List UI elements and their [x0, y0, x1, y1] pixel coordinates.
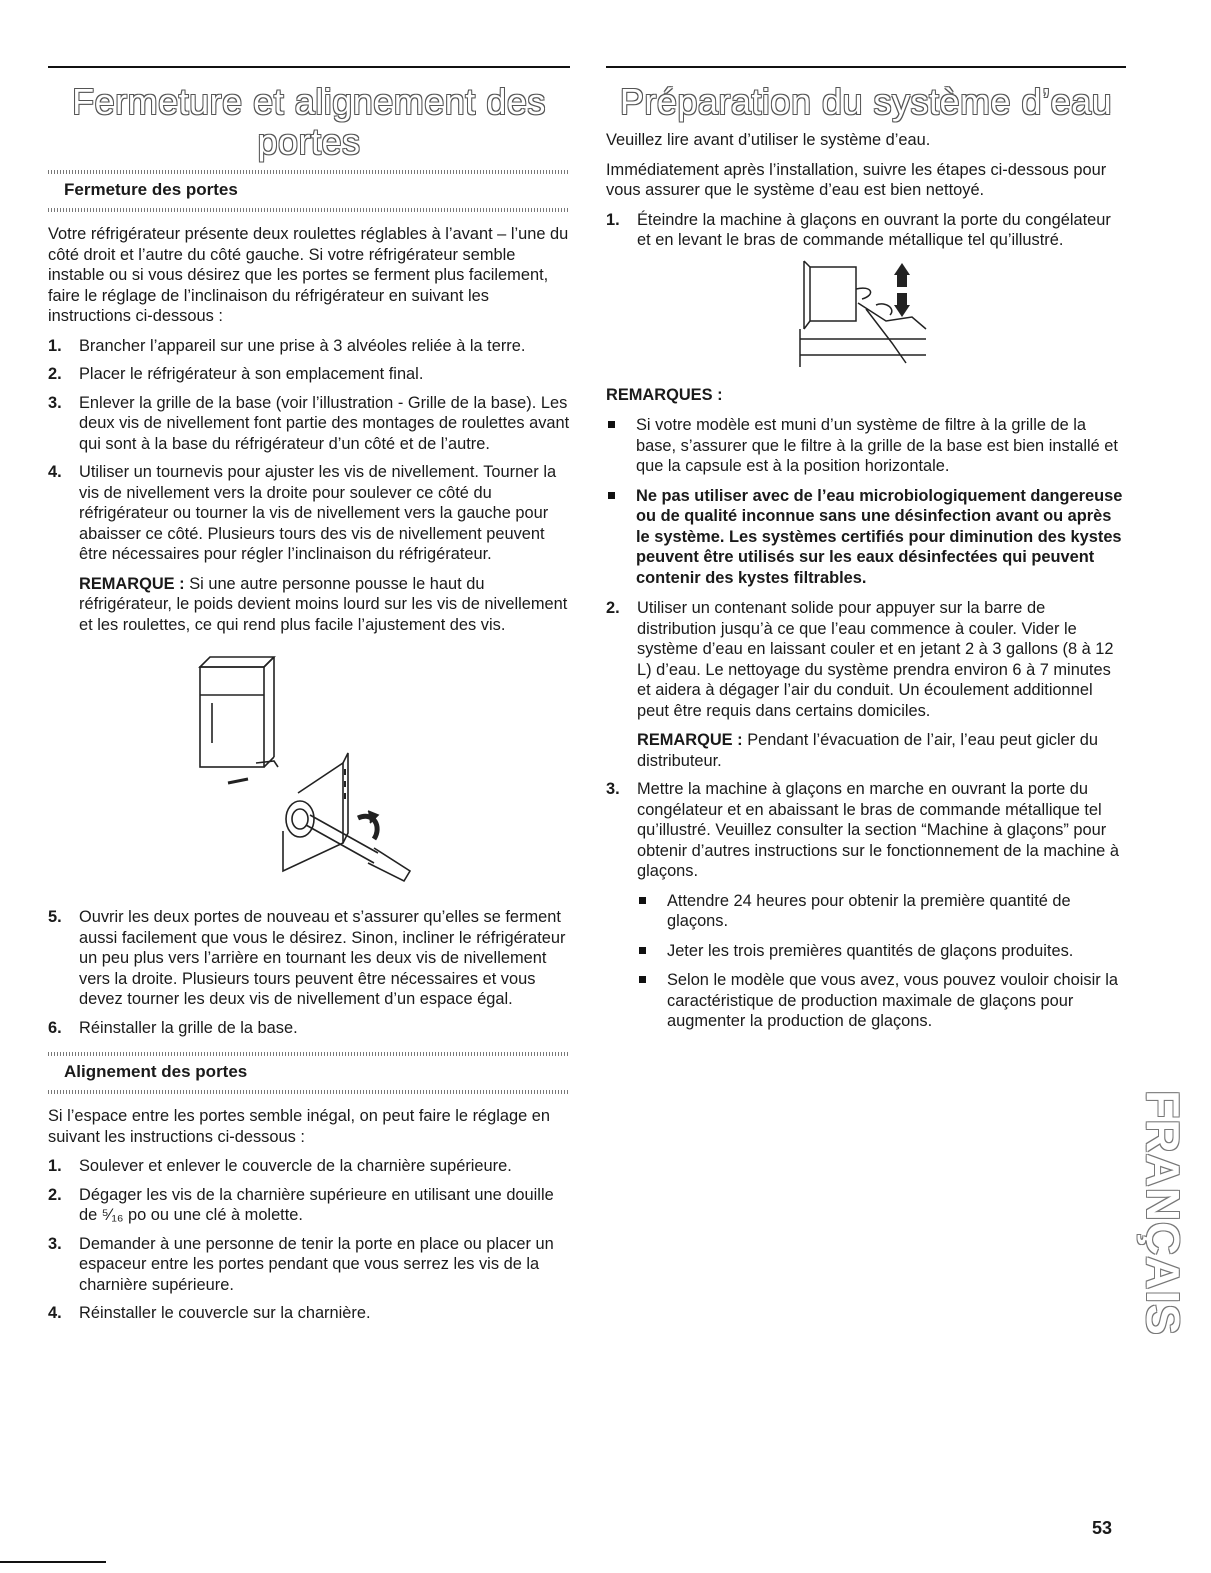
list-item: [48, 1185, 570, 1226]
closing-steps-continued: [48, 907, 570, 1038]
step-text: Brancher l’appareil sur une prise à 3 alvéoles reliée à la terre.: [79, 336, 526, 355]
list-item: [48, 1303, 570, 1324]
step-number: 3.: [48, 393, 62, 412]
bullet-icon: [639, 976, 646, 983]
language-label-text: FRANÇAIS: [1137, 1089, 1189, 1336]
step-number: 6.: [48, 1018, 62, 1037]
list-item: [48, 336, 570, 357]
step-number: 2.: [48, 1185, 62, 1204]
section-title-doors: Fermeture et alignement des portes: [72, 81, 546, 162]
language-side-label: [1133, 1080, 1193, 1345]
note-label: REMARQUE :: [79, 574, 185, 593]
step-number: 4.: [48, 1304, 62, 1322]
step-number: 4.: [48, 463, 62, 481]
bullet-icon: [639, 947, 646, 954]
closing-intro: Votre réfrigérateur présente deux roulettes réglables à l’avant – l’une du côté droit et l’autre du côté gauche. Si votre réfrigérateur semble instable ou si vous désirez que les portes se ferment plus facilement, faire le réglage de l’inclinaison du réfrigérateur en suivant les instructions ci-dessous :: [48, 225, 569, 325]
bullet-text: Jeter les trois premières quantités de glaçons produites.: [667, 941, 1074, 960]
step-number: 2.: [48, 365, 62, 383]
list-item: [48, 462, 570, 635]
subsection-title-closing: Fermeture des portes: [64, 180, 238, 199]
subsection-title-alignment: Alignement des portes: [64, 1062, 248, 1081]
notes-heading: REMARQUES :: [606, 385, 723, 404]
note-label: REMARQUE :: [637, 731, 743, 749]
hatch-divider: [48, 208, 570, 212]
step-number: 1.: [48, 336, 62, 355]
water-steps-continued: [606, 598, 1126, 1032]
bullet-text: Attendre 24 heures pour obtenir la première quantité de glaçons.: [667, 891, 1071, 930]
list-item: [48, 393, 570, 455]
right-column: [606, 66, 1126, 1042]
step-text: Éteindre la machine à glaçons en ouvrant la porte du congélateur et en levant le bras de commande métallique tel qu’illustré.: [637, 210, 1111, 249]
water-intro-1: Veuillez lire avant d’utiliser le système d’eau.: [606, 131, 931, 149]
list-item: [606, 486, 1126, 589]
list-item: [637, 970, 1126, 1032]
step-text: Réinstaller le couvercle sur la charnière.: [79, 1304, 371, 1322]
list-item: [606, 598, 1126, 771]
step-number: 3.: [48, 1234, 62, 1253]
step-text: Ouvrir les deux portes de nouveau et s’assurer qu’elles se ferment aussi facilement que vous le désirez. Sinon, incliner le réfrigérateur un peu plus vers l’arrière en tournant les deux vis de nivellement vers la droite. Plusieurs tours peuvent être nécessaires et vous devez tourner les deux vis de nivellement d’un espace égal.: [79, 908, 566, 1008]
step-text: Enlever la grille de la base (voir l’illustration - Grille de la base). Les deux vis de nivellement font partie des montages de roulettes avant qui sont à la base du réfrigérateur d’un côté et de l’autre.: [79, 393, 570, 453]
step-number: 2.: [606, 599, 620, 617]
step-number: 5.: [48, 908, 62, 926]
closing-note: [79, 574, 570, 636]
step-text: Utiliser un contenant solide pour appuyer sur la barre de distribution jusqu’à ce que l’eau commence à couler. Vider le système d’eau en laissant couler et en jetant 2 à 3 gallons (8 à 12 L) d’eau. Le nettoyage du système prendra environ 6 à 7 minutes et aidera à dégager l’air du conduit. Un écoulement additionnel peut être requis dans certains domiciles.: [637, 599, 1114, 720]
step-text: Mettre la machine à glaçons en marche en ouvrant la porte du congélateur et en abaissant le bras de commande métallique tel qu’illustré. Veuillez consulter la section “Machine à glaçons” pour obtenir d’autres instructions sur le fonctionnement de la machine à glaçons.: [637, 780, 1119, 880]
step-text: Utiliser un tournevis pour ajuster les vis de nivellement. Tourner la vis de nivellement vers la droite pour soulever ce côté du réfrigérateur ou tourner la vis de nivellement vers la gauche pour abaisser ce côté. Plusieurs tours des vis de nivellement peuvent être nécessaires pour régler l’inclinaison du réfrigérateur.: [79, 463, 557, 563]
page-number: 53: [1092, 1518, 1113, 1538]
note-text: Si une autre personne pousse le haut du réfrigérateur, le poids devient moins lourd sur les vis de nivellement et les roulettes, ce qui rend plus facile l’ajustement des vis.: [79, 574, 568, 634]
alignment-steps: [48, 1156, 570, 1324]
note-text: Pendant l’évacuation de l’air, l’eau peut gicler du distributeur.: [637, 731, 1099, 770]
bottom-rule: [0, 1561, 106, 1563]
bullet-text: Selon le modèle que vous avez, vous pouvez vouloir choisir la caractéristique de production maximale de glaçons pour augmenter la production de glaçons.: [667, 971, 1118, 1030]
left-column: [48, 66, 570, 1332]
top-rule-left: [48, 66, 570, 68]
list-item: [606, 210, 1126, 251]
ice-maker-arm-illustration: [796, 259, 936, 371]
list-item: [606, 415, 1126, 477]
bullet-icon: [639, 897, 646, 904]
top-rule-right: [606, 66, 1126, 68]
step-text: Dégager les vis de la charnière supérieure en utilisant une douille de ⁵⁄₁₆ po ou une clé à molette.: [79, 1185, 554, 1224]
step-text: Demander à une personne de tenir la porte en place ou placer un espaceur entre les portes pendant que vous serrez les vis de la charnière supérieure.: [79, 1234, 554, 1294]
step-number: 1.: [48, 1157, 62, 1175]
alignment-intro: Si l’espace entre les portes semble inégal, on peut faire le réglage en suivant les instructions ci-dessous :: [48, 1107, 551, 1146]
note-text-warning: Ne pas utiliser avec de l’eau microbiologiquement dangereuse ou de qualité inconnue sans une désinfection avant ou après le système. Les systèmes certifiés pour diminution des kystes peuvent être utilisés sur les eaux désinfectées qui peuvent contenir des kystes filtrables.: [636, 486, 1123, 587]
hatch-divider: [48, 1090, 570, 1094]
step-text: Placer le réfrigérateur à son emplacement final.: [79, 365, 424, 383]
step-text: Soulever et enlever le couvercle de la charnière supérieure.: [79, 1157, 512, 1175]
closing-steps: [48, 336, 570, 636]
list-item: [48, 1018, 570, 1039]
list-item: [48, 907, 570, 1010]
list-item: [606, 779, 1126, 1032]
bullet-icon: [608, 492, 615, 499]
step-number: 1.: [606, 210, 620, 229]
flush-note: [637, 730, 1126, 771]
section-title-water: Préparation du système d’eau: [619, 81, 1113, 122]
water-steps: [606, 210, 1126, 251]
list-item: [637, 891, 1126, 932]
notes-list: [606, 415, 1126, 588]
list-item: [48, 1234, 570, 1296]
water-intro-2: Immédiatement après l’installation, suivre les étapes ci-dessous pour vous assurer que le système d’eau est bien nettoyé.: [606, 160, 1107, 199]
list-item: [48, 364, 570, 385]
list-item: [637, 941, 1126, 962]
bullet-icon: [608, 421, 615, 428]
list-item: [48, 1156, 570, 1177]
step-text: Réinstaller la grille de la base.: [79, 1018, 298, 1037]
step-number: 3.: [606, 780, 620, 798]
ice-maker-bullets: [637, 891, 1126, 1032]
note-text: Si votre modèle est muni d’un système de filtre à la grille de la base, s’assurer que le filtre à la grille de la base est bien installé et que la capsule est à la position horizontale.: [636, 416, 1118, 475]
leveling-screw-illustration: [178, 643, 478, 893]
